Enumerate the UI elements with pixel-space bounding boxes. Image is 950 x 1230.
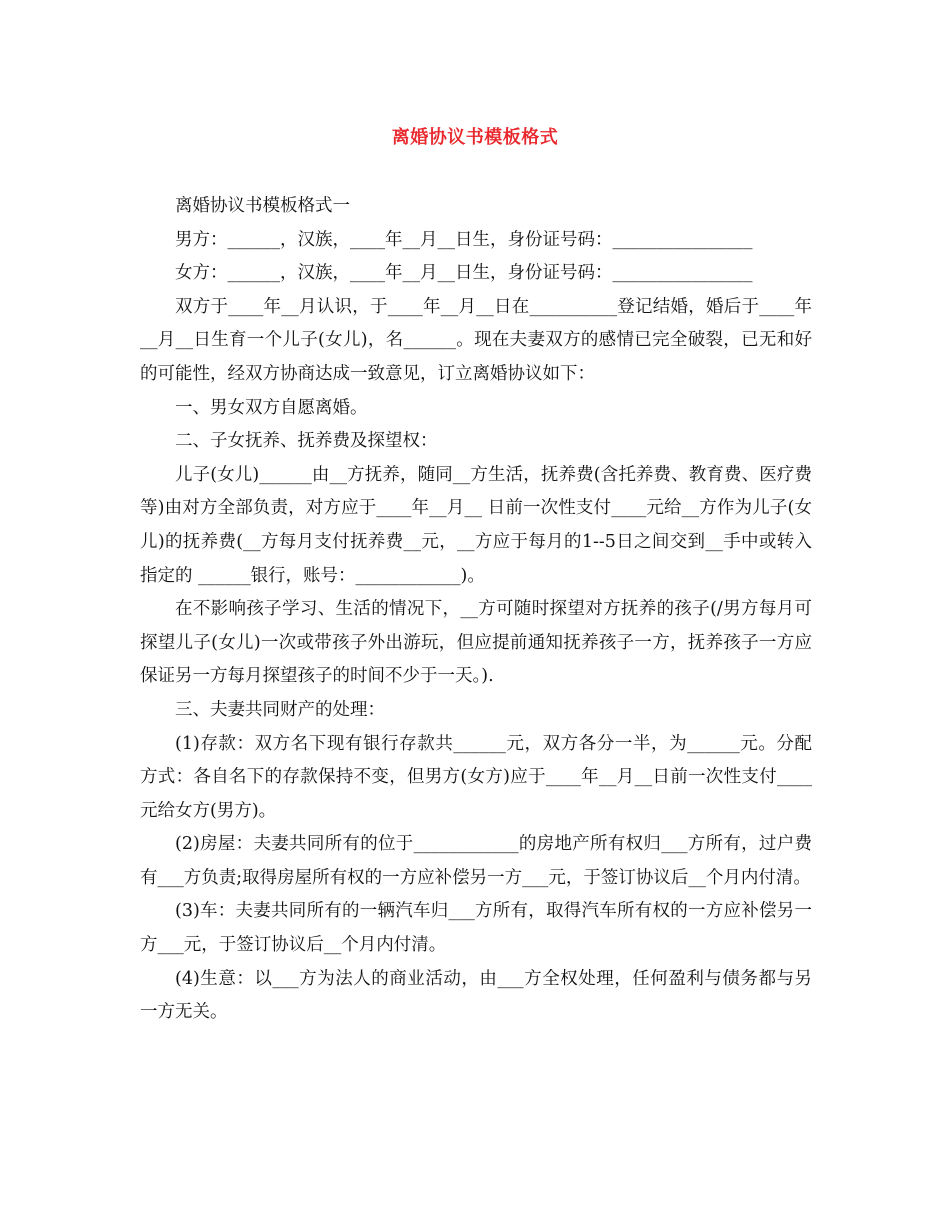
female-party-info: 女方：______，汉族，____年__月__日生，身份证号码：________________: [175, 263, 753, 284]
property-car-paragraph: (3)车：夫妻共同所有的一辆汽车归___方所有，取得汽车所有权的一方应补偿另一方___元，于签订协议后__个月内付清。: [140, 901, 812, 956]
child-support-paragraph: 儿子(女儿)______由__方抚养，随同__方生活，抚养费(含托养费、教育费、医疗费等)由对方全部负责，对方应于____年__月__ 日前一次性支付____元给__方作为儿子(女儿)的抚养费(__方每月支付抚养费__元，__方应于每月的1--5日之间交到__手中或转入指定的 ______银行，账号：____________)。: [140, 464, 812, 586]
visitation-rights-paragraph: 在不影响孩子学习、生活的情况下，__方可随时探望对方抚养的孩子(/男方每月可探望儿子(女儿)一次或带孩子外出游玩，但应提前通知抚养孩子一方，抚养孩子一方应保证另一方每月探望孩子的时间不少于一天。).: [140, 599, 812, 687]
document-body: [140, 190, 812, 1030]
male-party-info: 男方：______，汉族，____年__月__日生，身份证号码：________________: [175, 229, 753, 250]
property-business-paragraph: (4)生意：以___方为法人的商业活动，由___方全权处理，任何盈利与债务都与另一方无关。: [140, 968, 812, 1023]
marriage-background-paragraph: 双方于____年__月认识，于____年__月__日在__________登记结婚，婚后于____年__月__日生育一个儿子(女儿)，名______。现在夫妻双方的感情已完全破裂，已无和好的可能性，经双方协商达成一致意见，订立离婚协议如下：: [140, 296, 812, 384]
clause-two-heading-child-custody: 二、子女抚养、抚养费及探望权：: [175, 431, 438, 452]
section-heading-template-one: 离婚协议书模板格式一: [175, 196, 350, 216]
property-deposits-paragraph: (1)存款：双方名下现有银行存款共______元，双方各分一半，为______元。分配方式：各自名下的存款保持不变，但男方(女方)应于____年__月__日前一次性支付____元给女方(男方)。: [140, 733, 812, 821]
document-title: 离婚协议书模板格式: [391, 127, 559, 148]
clause-three-heading-property: 三、夫妻共同财产的处理：: [175, 699, 385, 720]
property-house-paragraph: (2)房屋：夫妻共同所有的位于____________的房地产所有权归___方所有，过户费有___方负责;取得房屋所有权的一方应补偿另一方___元，于签订协议后__个月内付清。: [140, 834, 812, 888]
clause-one-voluntary-divorce: 一、男女双方自愿离婚。: [175, 397, 368, 418]
